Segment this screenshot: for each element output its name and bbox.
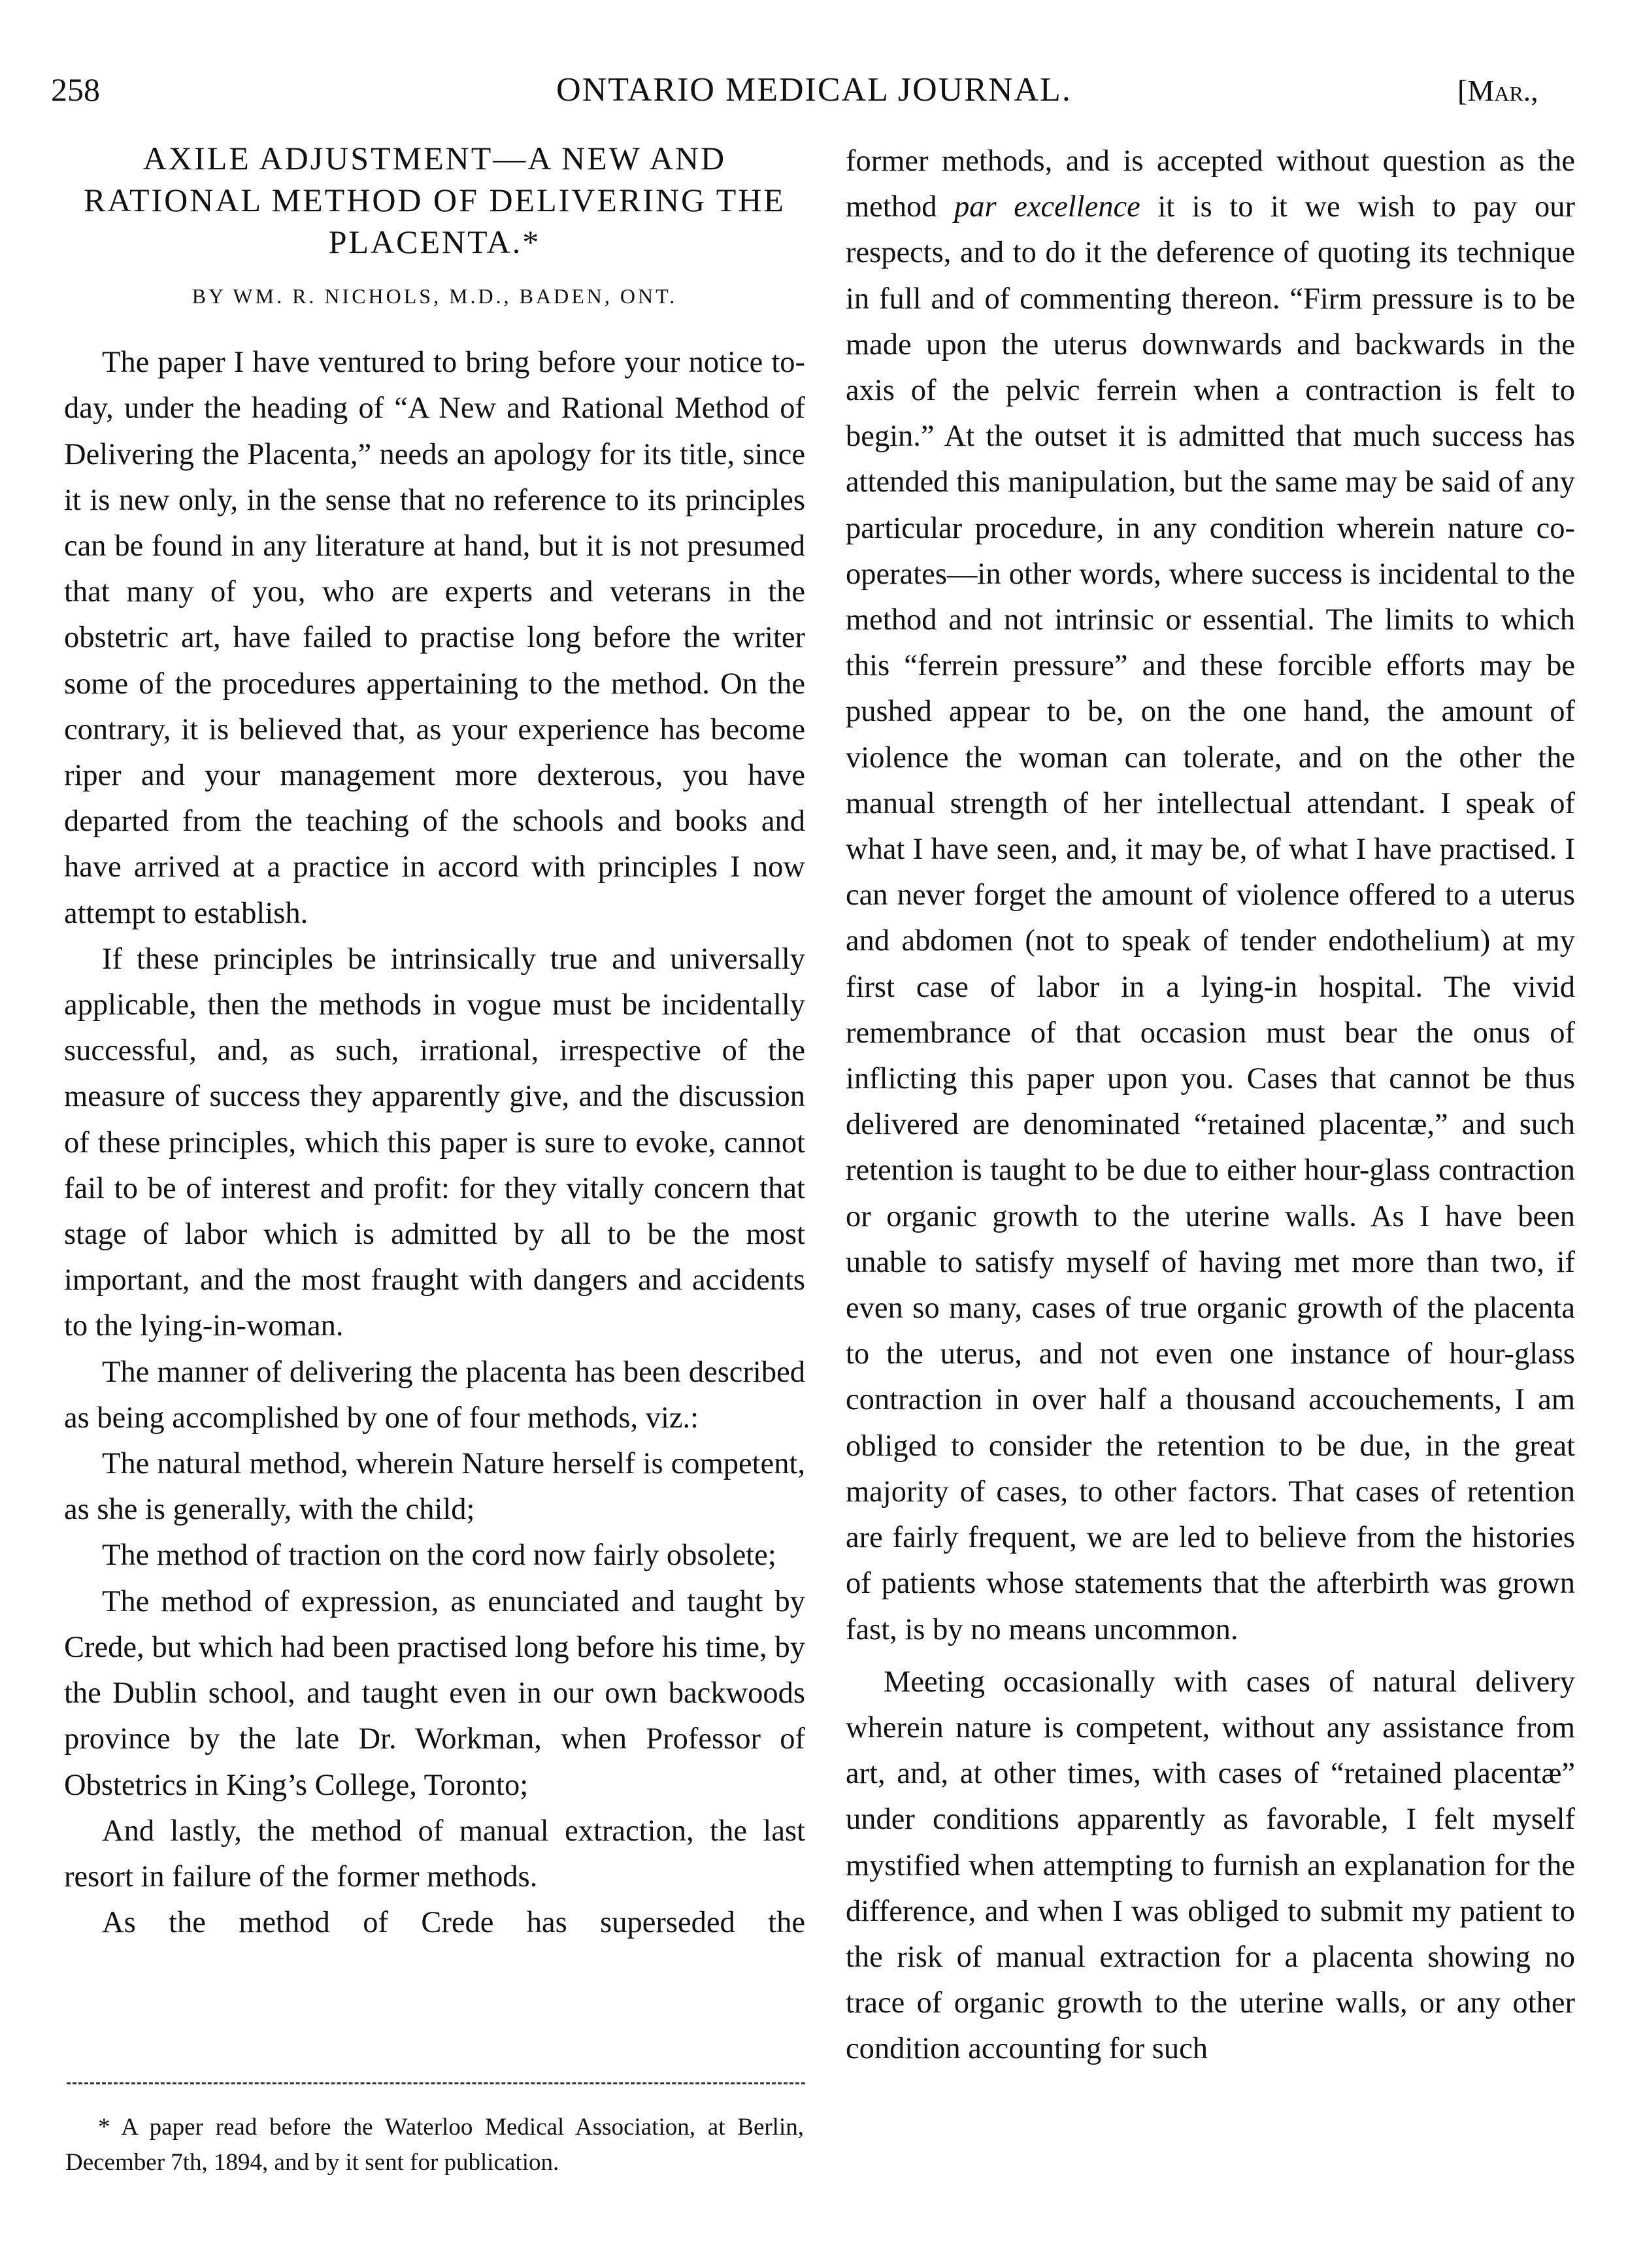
paragraph: As the method of Crede has superseded the — [102, 1906, 805, 1940]
paragraph: The manner of delivering the placenta has been described as being accomplished by one of four methods, viz.: — [64, 1355, 805, 1435]
footnote: * A paper read before the Waterloo Medical Association, at Berlin, December 7th, 1894, and by it sent for publication. — [65, 2114, 804, 2176]
paragraph-continued — [846, 139, 1575, 1653]
journal-title: ONTARIO MEDICAL JOURNAL. — [556, 71, 1072, 108]
page-number: 258 — [51, 71, 100, 108]
right-column — [846, 139, 1575, 2073]
paragraph: If these principles be intrinsically true and universally applicable, then the methods in vogue must be incidentally successful, and, as such, irrational, irrespective of the measure of success they apparently give, and the discussion of these principles, which this paper is sure to evoke, cannot fail to be of interest and profit: for they vitally concern that stage of labor which is admitted by all to be the most important, and the most fraught with dangers and accidents to the lying-in-woman. — [64, 942, 805, 1343]
issue-month: [Mar., — [1457, 74, 1538, 107]
paragraph-text: it is to it we wish to pay our respects, and to do it the deference of quoting its technique in full and of commenting thereon. “Firm pressure is to be made upon the uterus downwards and backwards in the axis of the pelvic ferrein when a contraction is felt to begin.” At the outset it is admitted that much success has attended this manipulation, but the same may be said of any particular procedure, in any condition wherein nature co-operates—in other words, where success is incidental to the method and not intrinsic or essential. The limits to which this “ferrein pressure” and these forcible efforts may be pushed appear to be, on the one hand, the amount of violence the woman can tolerate, and on the other the manual strength of her intellectual attendant. I speak of what I have seen, and, it may be, of what I have practised. I can never forget the amount of violence offered to a uterus and abdomen (not to speak of tender endothelium) at my first case of labor in a lying-in hospital. The vivid remembrance of that occasion must bear the onus of inflicting this paper upon you. Cases that cannot be thus delivered are denominated “retained placentæ,” and such retention is taught to be due to either hour-glass contraction or organic growth to the uterine walls. As I have been unable to satisfy myself of having met more than two, if even so many, cases of true organic growth of the placenta to the uterus, and not even one instance of hour-glass contraction in over half a thousand accouchements, I am obliged to consider the retention to be due, in the great majority of cases, to other factors. That cases of retention are fairly frequent, we are led to believe from the histories of patients whose statements that the afterbirth was grown fast, is by no means uncommon. — [846, 190, 1575, 1646]
paragraph: And lastly, the method of manual extraction, the last resort in failure of the former methods. — [64, 1814, 805, 1893]
paragraph: The method of traction on the cord now fairly obsolete; — [102, 1539, 776, 1573]
paragraph: The method of expression, as enunciated and taught by Crede, but which had been practised long before his time, by the Dublin school, and taught even in our own backwoods province by the late Dr. Workman, when Professor of Obstetrics in King’s College, Toronto; — [64, 1584, 805, 1802]
article-byline: BY WM. R. NICHOLS, M.D., BADEN, ONT. — [191, 284, 678, 308]
footnote-divider — [67, 2082, 805, 2084]
article-title: AXILE ADJUSTMENT—A NEW AND RATIONAL METHOD OF DELIVERING THE PLACENTA.* — [84, 140, 786, 260]
paragraph: The natural method, wherein Nature herself is competent, as she is generally, with the child; — [64, 1447, 805, 1527]
paragraph: Meeting occasionally with cases of natural delivery wherein nature is competent, without any assistance from art, and, at other times, with cases of “retained placentæ” under conditions apparently as favorable, I felt myself mystified when attempting to furnish an explanation for the difference, and when I was obliged to submit my patient to the risk of manual extraction for a placenta showing no trace of organic growth to the uterine walls, or any other condition accounting for such — [846, 1665, 1575, 2066]
running-head — [0, 65, 1628, 118]
paragraph: The paper I have ventured to bring before your notice to-day, under the heading of “A New and Rational Method of Delivering the Placenta,” needs an apology for its title, since it is new only, in the sense that no reference to its principles can be found in any literature at hand, but it is not presumed that many of you, who are experts and veterans in the obstetric art, have failed to practise long before the writer some of the procedures appertaining to the method. On the contrary, it is believed that, as your experience has become riper and your management more dexterous, you have departed from the teaching of the schools and books and have arrived at a practice in accord with principles I now attempt to establish. — [64, 346, 805, 930]
italic-phrase: par excellence — [954, 190, 1140, 224]
paragraph-text: former methods, and is accepted without question as the method — [846, 144, 1575, 224]
left-column — [64, 128, 805, 1946]
